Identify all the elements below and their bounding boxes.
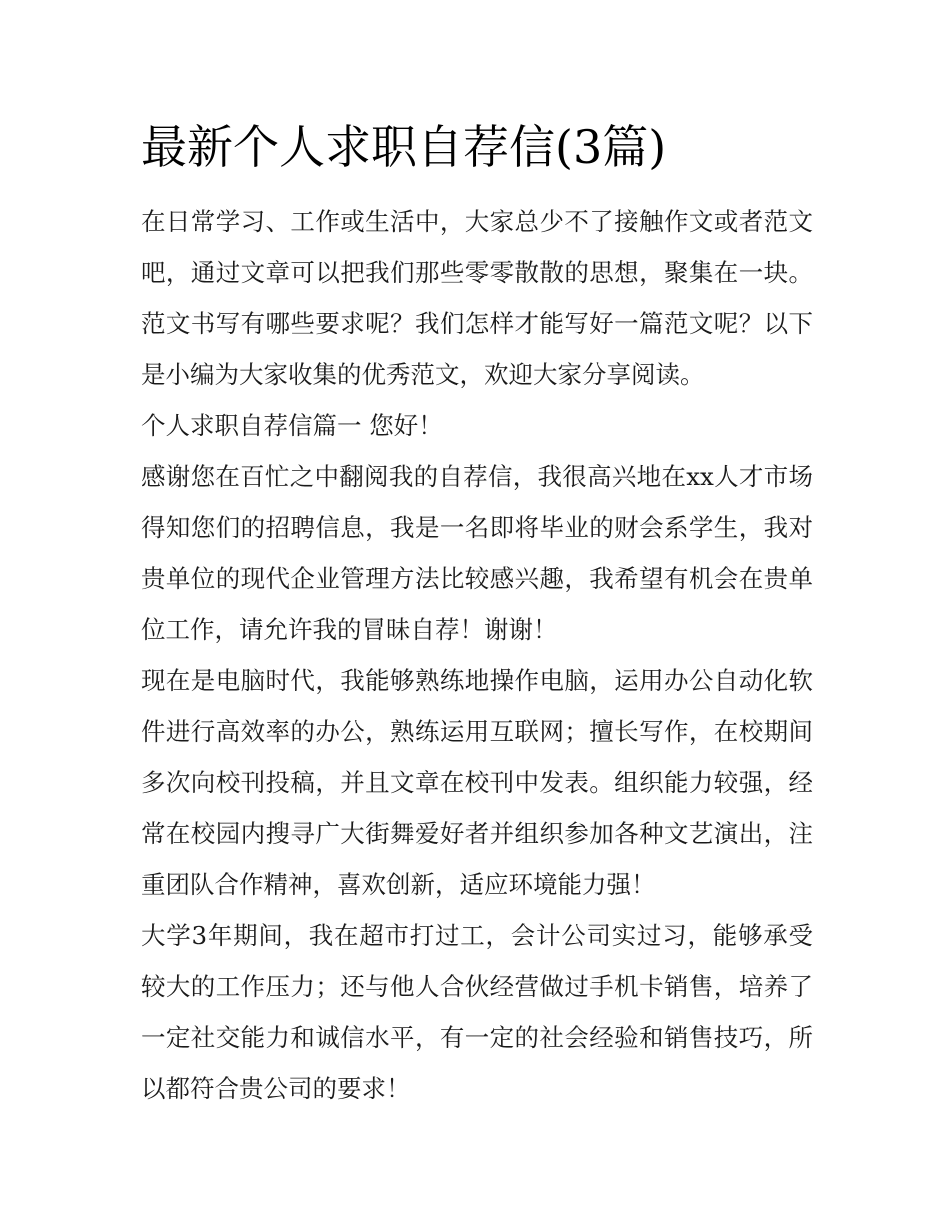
letter-paragraph-3: 大学3年期间，我在超市打过工，会计公司实过习，能够承受较大的工作压力；还与他人合伙经营做过手机卡销售，培养了一定社交能力和诚信水平，有一定的社会经验和销售技巧，所以都符合贵公司的要求！ [141, 921, 813, 1103]
intro-paragraph: 在日常学习、工作或生活中，大家总少不了接触作文或者范文吧，通过文章可以把我们那些零零散散的思想，聚集在一块。范文书写有哪些要求呢？我们怎样才能写好一篇范文呢？以下是小编为大家收集的优秀范文，欢迎大家分享阅读。 [141, 207, 813, 389]
letter-heading-greeting: 个人求职自荐信篇一 您好！ [141, 411, 443, 440]
letter-paragraph-1: 感谢您在百忙之中翻阅我的自荐信，我很高兴地在xx人才市场得知您们的招聘信息，我是一名即将毕业的财会系学生，我对贵单位的现代企业管理方法比较感兴趣，我希望有机会在贵单位工作，请允许我的冒昧自荐！谢谢！ [141, 462, 813, 644]
letter-paragraph-2: 现在是电脑时代，我能够熟练地操作电脑，运用办公自动化软件进行高效率的办公，熟练运用互联网；擅长写作，在校期间多次向校刊投稿，并且文章在校刊中发表。组织能力较强，经常在校园内搜寻广大街舞爱好者并组织参加各种文艺演出，注重团队合作精神，喜欢创新，适应环境能力强！ [141, 666, 813, 899]
document-body [141, 196, 813, 1114]
document-title: 最新个人求职自荐信(3篇) [141, 120, 667, 174]
